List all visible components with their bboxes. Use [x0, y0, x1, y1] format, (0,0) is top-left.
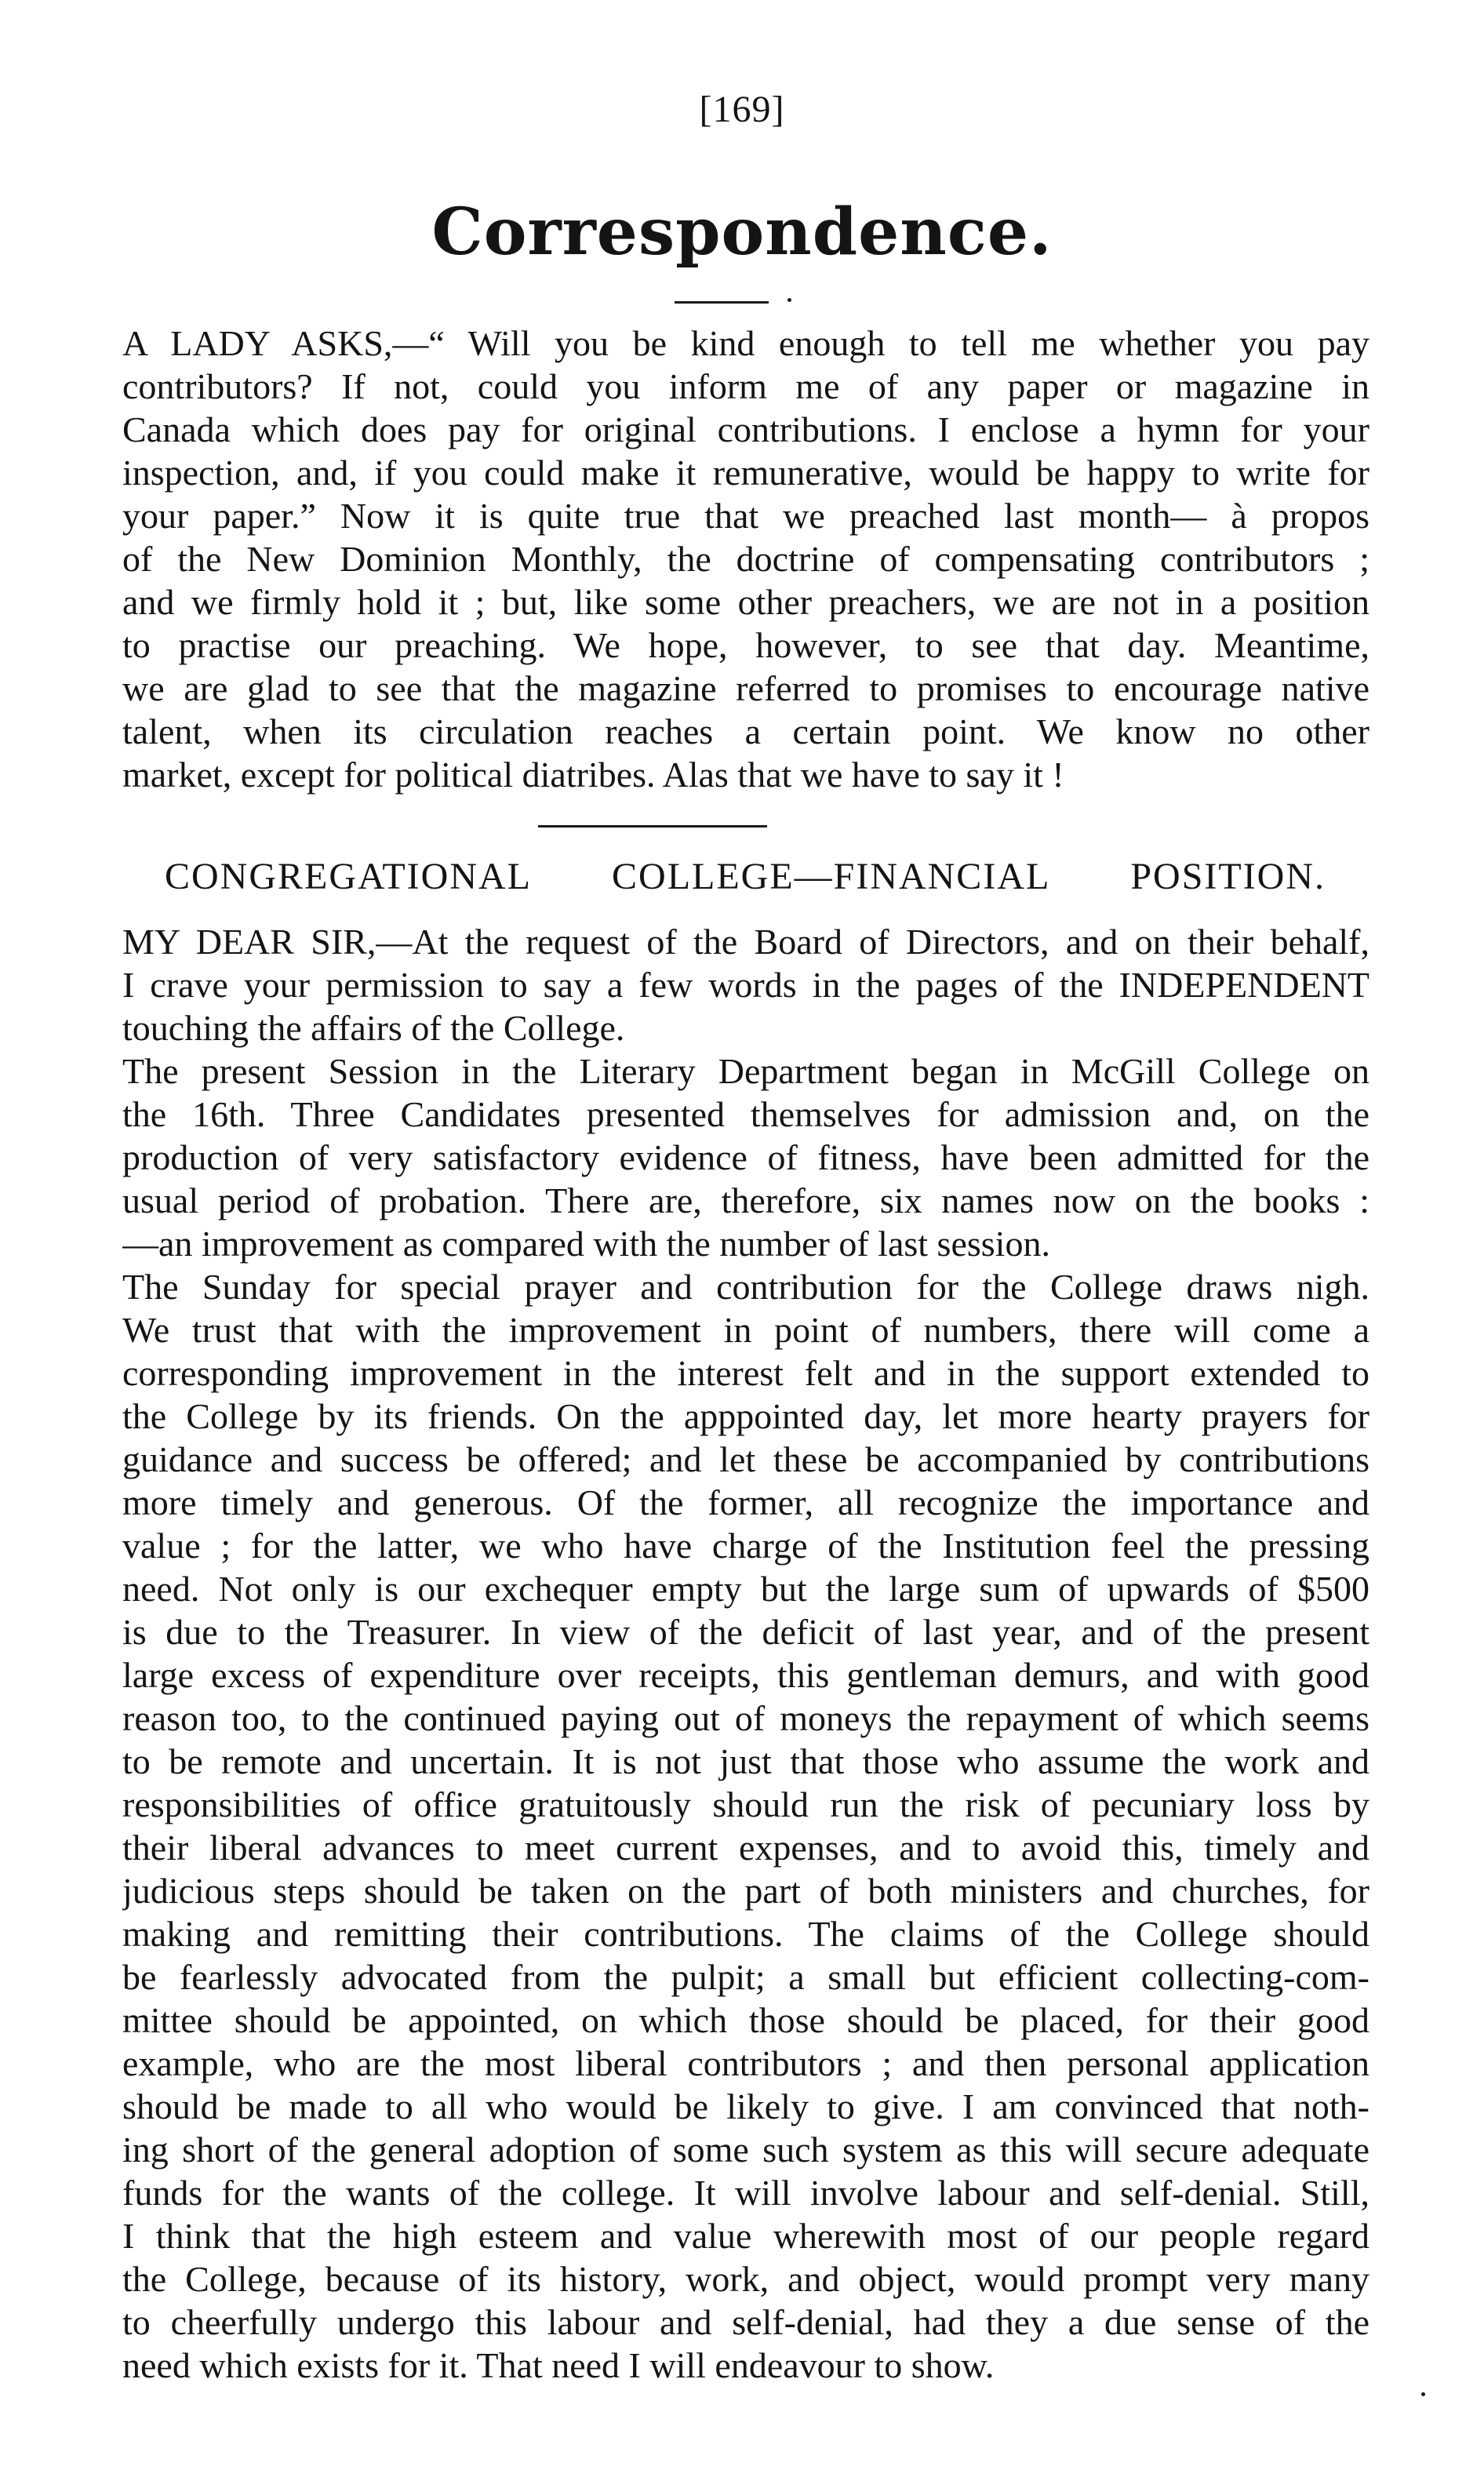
text-line: I crave your permission to say a few words in the pages of the INDEPENDENT — [122, 965, 1369, 1005]
text-line: funds for the wants of the college. It will involve labour and self-denial. Still, — [122, 2173, 1369, 2213]
text-line: their liberal advances to meet current expenses, and to avoid this, timely and — [122, 1828, 1369, 1868]
text-line: the College by its friends. On the apppointed day, let more hearty prayers for — [122, 1396, 1369, 1436]
margin-speck — [1421, 2392, 1425, 2396]
college-section-title: CONGREGATIONAL COLLEGE—FINANCIAL POSITION. — [165, 856, 1326, 897]
text-line: should be made to all who would be likely to give. I am convinced that noth- — [122, 2086, 1369, 2126]
text-line: usual period of probation. There are, therefore, six names now on the books : — [122, 1180, 1369, 1220]
text-line: guidance and success be offered; and let these be accompanied by contributions — [122, 1439, 1369, 1479]
text-line: contributors? If not, could you inform me of any paper or magazine in — [122, 366, 1369, 406]
text-line: need which exists for it. That need I will endeavour to show. — [122, 2345, 995, 2385]
text-line: mittee should be appointed, on which those should be placed, for their good — [122, 2000, 1369, 2040]
text-line: more timely and generous. Of the former, all recognize the importance and — [122, 1482, 1369, 1522]
text-line: and we firmly hold it ; but, like some other preachers, we are not in a position — [122, 582, 1369, 622]
text-line: is due to the Treasurer. In view of the deficit of last year, and of the present — [122, 1612, 1369, 1652]
text-line: the 16th. Three Candidates presented themselves for admission and, on the — [122, 1094, 1369, 1134]
text-line: value ; for the latter, we who have charge of the Institution feel the pressing — [122, 1526, 1369, 1566]
text-line: We trust that with the improvement in point of numbers, there will come a — [122, 1310, 1369, 1350]
text-line: responsibilities of office gratuitously should run the risk of pecuniary loss by — [122, 1784, 1369, 1824]
text-line: making and remitting their contributions. The claims of the College should — [122, 1914, 1369, 1954]
text-line: we are glad to see that the magazine referred to promises to encourage native — [122, 668, 1369, 708]
text-line: your paper.” Now it is quite true that we preached last month— à propos — [122, 496, 1369, 536]
college-letter-body — [122, 920, 1369, 2387]
text-line: be fearlessly advocated from the pulpit; a small but efficient collecting-com- — [122, 1957, 1369, 1997]
heading-divider — [675, 301, 769, 304]
text-line: judicious steps should be taken on the part of both ministers and churches, for — [122, 1871, 1369, 1911]
text-line: ing short of the general adoption of some such system as this will secure adequate — [122, 2130, 1369, 2170]
text-line: of the New Dominion Monthly, the doctrine of compensating contributors ; — [122, 539, 1369, 579]
text-line: need. Not only is our exchequer empty but the large sum of upwards of $500 — [122, 1569, 1369, 1609]
divider-dot — [787, 298, 791, 302]
text-line: to cheerfully undergo this labour and self-denial, had they a due sense of the — [122, 2302, 1369, 2342]
section-heading-correspondence: Correspondence. — [431, 195, 1053, 270]
text-line: reason too, to the continued paying out of moneys the repayment of which seems — [122, 1698, 1369, 1738]
text-line: inspection, and, if you could make it remunerative, would be happy to write for — [122, 453, 1369, 493]
page-number: [169] — [699, 89, 785, 130]
text-line: example, who are the most liberal contributors ; and then personal application — [122, 2043, 1369, 2083]
text-line: —an improvement as compared with the number of last session. — [122, 1224, 1050, 1264]
text-line: large excess of expenditure over receipts, this gentleman demurs, and with good — [122, 1655, 1369, 1695]
text-line: market, except for political diatribes. Alas that we have to say it ! — [122, 755, 1064, 795]
lady-asks-paragraph — [122, 322, 1369, 796]
section-divider — [538, 825, 767, 828]
text-line: I think that the high esteem and value wherewith most of our people regard — [122, 2216, 1369, 2256]
text-line: to practise our preaching. We hope, however, to see that day. Meantime, — [122, 625, 1369, 665]
text-line: Canada which does pay for original contributions. I enclose a hymn for your — [122, 409, 1369, 449]
text-line: A LADY ASKS,—“ Will you be kind enough to tell me whether you pay — [122, 323, 1369, 363]
text-line: The Sunday for special prayer and contribution for the College draws nigh. — [122, 1267, 1369, 1307]
text-line: talent, when its circulation reaches a certain point. We know no other — [122, 711, 1369, 751]
text-line: the College, because of its history, work, and object, would prompt very many — [122, 2259, 1369, 2299]
text-line: corresponding improvement in the interest felt and in the support extended to — [122, 1353, 1369, 1393]
text-line: touching the affairs of the College. — [122, 1008, 625, 1048]
text-line: to be remote and uncertain. It is not just that those who assume the work and — [122, 1741, 1369, 1781]
text-line: MY DEAR SIR,—At the request of the Board of Directors, and on their behalf, — [122, 922, 1369, 962]
text-line: The present Session in the Literary Department began in McGill College on — [122, 1051, 1369, 1091]
text-line: production of very satisfactory evidence of fitness, have been admitted for the — [122, 1137, 1369, 1177]
